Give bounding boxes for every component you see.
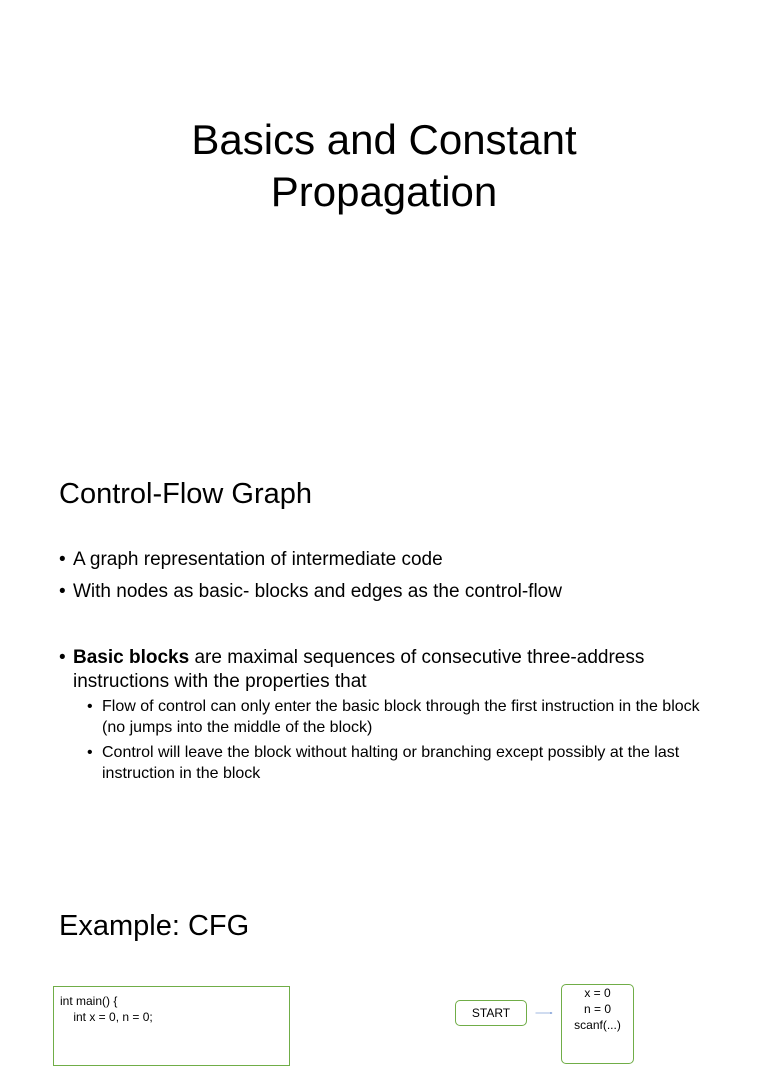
code-line: int main() { [60, 994, 118, 1008]
cfg-block-line: scanf(...) [574, 1018, 621, 1032]
basic-blocks-term: Basic blocks [73, 647, 190, 668]
code-listing [53, 986, 290, 1066]
bullet-item: • A graph representation of intermediate code [59, 548, 709, 572]
cfg-edge-arrow [527, 1012, 561, 1014]
bullet-item: • With nodes as basic- blocks and edges as the control-flow [59, 580, 709, 604]
cfg-basic-block-node [561, 984, 634, 1064]
title-slide [0, 0, 768, 432]
sub-bullet-item: • Flow of control can only enter the basic block through the first instruction in the block (no jumps into the middle of the block) [73, 696, 709, 738]
slide-heading: Example: CFG [59, 910, 250, 942]
slide-title [0, 114, 768, 218]
basic-blocks-list [59, 646, 709, 792]
bullet-list [59, 548, 709, 612]
code-line: int x = 0, n = 0; [60, 1010, 153, 1024]
cfg-block-line: n = 0 [583, 1002, 612, 1016]
basic-blocks-definition: are maximal sequences of consecutive three-address instructions with the properties that [73, 647, 645, 692]
slide-title-line-1: Basics and Constant [191, 116, 577, 163]
slide-heading: Control-Flow Graph [59, 478, 313, 510]
cfg-start-node: START [455, 1000, 527, 1026]
basic-blocks-bullet [59, 646, 709, 784]
cfg-definition-slide [0, 432, 768, 864]
sub-bullet-item: • Control will leave the block without halting or branching except possibly at the last instruction in the block [73, 742, 709, 784]
cfg-example-slide [0, 864, 768, 1032]
slide-title-line-2: Propagation [270, 168, 498, 215]
sub-bullet-list [73, 696, 709, 784]
cfg-block-line: x = 0 [584, 986, 611, 1000]
